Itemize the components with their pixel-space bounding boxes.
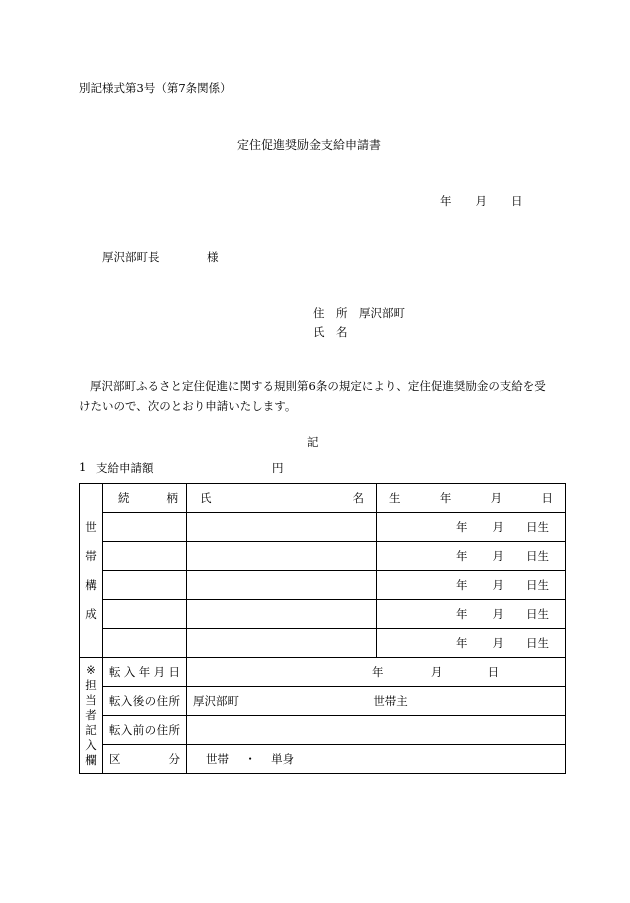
label-char: 転 xyxy=(109,665,121,679)
addressee-honorific: 様 xyxy=(207,250,219,264)
label-char: 転 xyxy=(109,694,121,708)
side-char: ※ xyxy=(86,663,96,678)
household-row xyxy=(80,513,566,542)
date-month-label: 月 xyxy=(475,194,487,208)
move-in-date-value[interactable] xyxy=(187,658,566,687)
label-char: 区 xyxy=(109,752,121,766)
address-after-label xyxy=(103,687,187,716)
name-cell[interactable] xyxy=(187,571,377,600)
label-char: 入 xyxy=(120,694,133,708)
name-cell[interactable] xyxy=(187,600,377,629)
label-char: の xyxy=(144,694,157,708)
label-char: 分 xyxy=(168,752,180,766)
item1-label: 支給申請額 xyxy=(96,461,154,475)
date-day-label: 日 xyxy=(511,194,523,208)
category-option-single[interactable]: 単身 xyxy=(271,752,295,766)
name-cell[interactable] xyxy=(187,513,377,542)
address-after-value[interactable] xyxy=(187,687,566,716)
side-char: 帯 xyxy=(85,549,97,563)
category-option-household[interactable]: 世帯 xyxy=(206,752,229,766)
relation-cell[interactable] xyxy=(103,600,187,629)
header-char: 日 xyxy=(541,491,553,505)
side-char: 欄 xyxy=(85,752,97,767)
header-char: 続 xyxy=(118,491,130,505)
ki-heading: 記 xyxy=(307,435,319,449)
relation-header xyxy=(103,484,187,513)
applicant-address-label: 住 所 xyxy=(313,306,348,320)
header-char: 年 xyxy=(439,491,452,505)
official-side-label xyxy=(80,658,103,774)
address-before-value[interactable] xyxy=(187,716,566,745)
category-label xyxy=(103,745,187,774)
label-char: 入 xyxy=(123,665,136,679)
address-before-label xyxy=(103,716,187,745)
body-text-line2: けたいので、次のとおり申請いたします。 xyxy=(79,399,297,413)
date-year-label: 年 xyxy=(440,194,452,208)
move-in-year-label: 年 xyxy=(372,665,384,679)
birth-year-label: 年 xyxy=(456,520,468,534)
head-of-household-label: 世帯主 xyxy=(373,694,408,708)
side-char: 成 xyxy=(85,607,97,621)
label-char: 所 xyxy=(168,723,180,737)
label-char: の xyxy=(144,723,157,737)
label-char: 住 xyxy=(156,723,169,737)
birthdate-cell[interactable] xyxy=(377,513,566,542)
address-before-row xyxy=(80,716,566,745)
household-row xyxy=(80,542,566,571)
address-after-town: 厚沢部町 xyxy=(193,694,239,708)
label-char: 月 xyxy=(153,665,166,679)
addressee-name: 厚沢部町長 xyxy=(102,250,160,264)
header-char: 名 xyxy=(352,491,364,505)
label-char: 年 xyxy=(138,665,151,679)
household-row xyxy=(80,571,566,600)
label-char: 前 xyxy=(132,723,145,737)
header-char: 月 xyxy=(490,491,503,505)
birthdate-cell[interactable] xyxy=(377,571,566,600)
household-header-row xyxy=(80,484,566,513)
household-row xyxy=(80,629,566,658)
application-form-table xyxy=(79,483,566,774)
birth-month-label: 月 xyxy=(492,549,504,563)
birthdate-cell[interactable] xyxy=(377,600,566,629)
household-row xyxy=(80,600,566,629)
birthdate-cell[interactable] xyxy=(377,542,566,571)
birth-month-label: 月 xyxy=(492,520,504,534)
category-row xyxy=(80,745,566,774)
move-in-date-row xyxy=(80,658,566,687)
birth-month-label: 月 xyxy=(492,636,504,650)
birthdate-header xyxy=(377,484,566,513)
category-value[interactable] xyxy=(187,745,566,774)
birthdate-cell[interactable] xyxy=(377,629,566,658)
move-in-date-label xyxy=(103,658,187,687)
household-side-label xyxy=(80,484,103,658)
side-char: 入 xyxy=(85,737,97,752)
birth-year-label: 年 xyxy=(456,578,468,592)
birth-day-label: 日生 xyxy=(526,636,549,650)
name-cell[interactable] xyxy=(187,629,377,658)
form-number: 別記様式第3号（第7条関係） xyxy=(79,81,232,95)
category-separator: ・ xyxy=(244,752,256,766)
header-char: 生 xyxy=(389,491,401,505)
birth-year-label: 年 xyxy=(456,636,468,650)
label-char: 入 xyxy=(120,723,133,737)
side-char: 構 xyxy=(85,578,97,592)
move-in-month-label: 月 xyxy=(430,665,443,679)
name-header xyxy=(187,484,377,513)
item1-unit: 円 xyxy=(272,461,284,475)
label-char: 後 xyxy=(132,694,145,708)
item1-number: 1 xyxy=(79,460,87,474)
label-char: 住 xyxy=(156,694,169,708)
address-after-row xyxy=(80,687,566,716)
application-date xyxy=(440,193,523,209)
relation-cell[interactable] xyxy=(103,629,187,658)
body-text-line1: 厚沢部町ふるさと定住促進に関する規則第6条の規定により、定住促進奨励金の支給を受 xyxy=(90,379,546,393)
birth-month-label: 月 xyxy=(492,578,504,592)
relation-cell[interactable] xyxy=(103,513,187,542)
side-char: 担 xyxy=(85,678,97,693)
relation-cell[interactable] xyxy=(103,571,187,600)
form-title: 定住促進奨励金支給申請書 xyxy=(237,138,382,152)
side-char: 記 xyxy=(85,722,97,737)
label-char: 転 xyxy=(109,723,121,737)
side-char: 世 xyxy=(85,520,97,534)
birth-month-label: 月 xyxy=(492,607,504,621)
header-char: 氏 xyxy=(200,491,212,505)
birth-day-label: 日生 xyxy=(526,578,549,592)
header-char: 柄 xyxy=(166,491,178,505)
birth-day-label: 日生 xyxy=(526,607,549,621)
side-char: 者 xyxy=(85,708,97,723)
birth-year-label: 年 xyxy=(456,549,468,563)
label-char: 所 xyxy=(168,694,180,708)
side-char: 当 xyxy=(85,693,97,708)
name-cell[interactable] xyxy=(187,542,377,571)
birth-year-label: 年 xyxy=(456,607,468,621)
applicant-address-value: 厚沢部町 xyxy=(359,306,405,320)
move-in-day-label: 日 xyxy=(487,665,500,679)
applicant-name-label: 氏 名 xyxy=(313,325,348,339)
birth-day-label: 日生 xyxy=(526,549,549,563)
relation-cell[interactable] xyxy=(103,542,187,571)
label-char: 日 xyxy=(168,665,180,679)
birth-day-label: 日生 xyxy=(526,520,549,534)
